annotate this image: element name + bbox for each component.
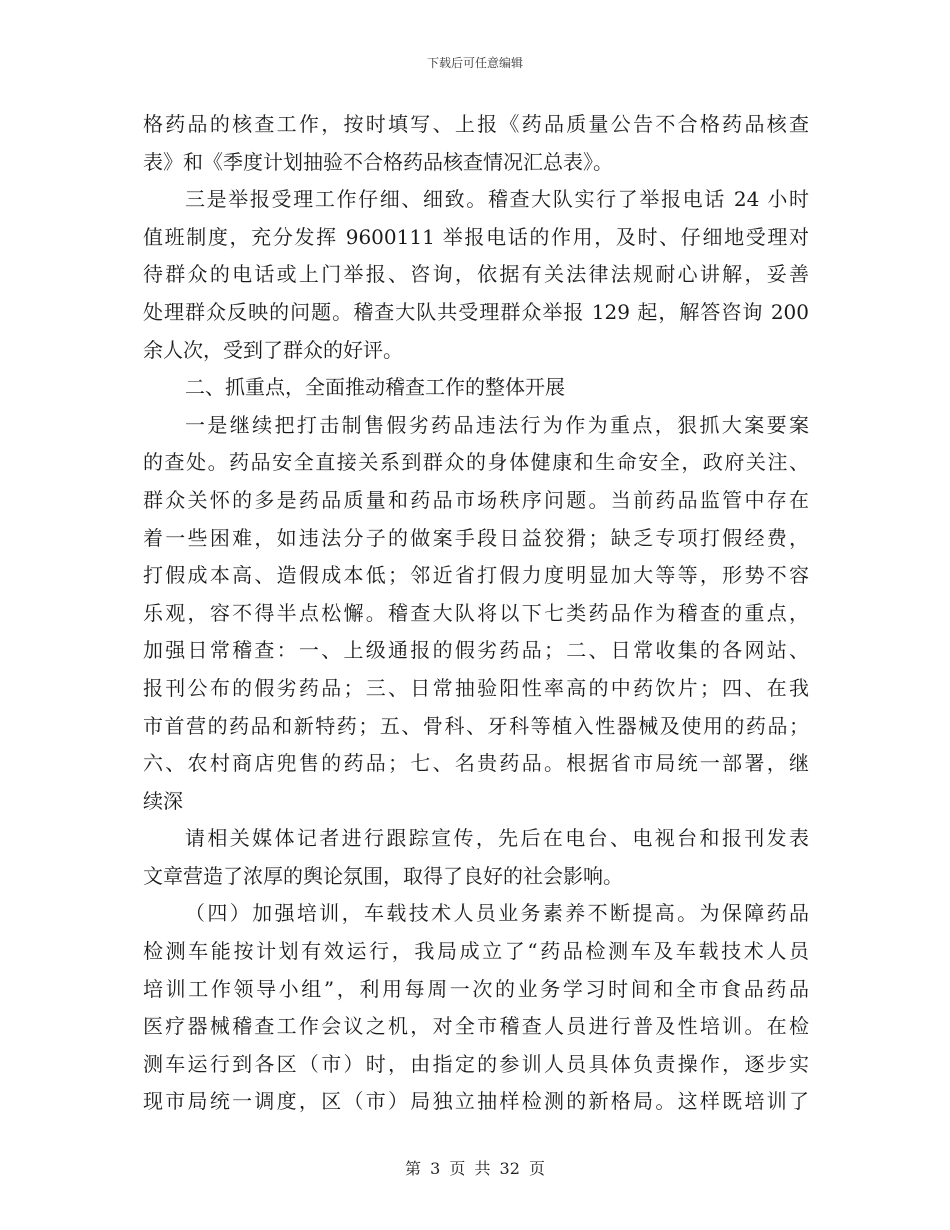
- text-line: 二、抓重点，全面推动稽查工作的整体开展: [185, 375, 565, 400]
- text-line: （四）加强培训，车载技术人员业务素养不断提高。为保障药品: [185, 901, 809, 926]
- document-body: [143, 106, 809, 1121]
- text-line: 处理群众反映的问题。稽查大队共受理群众举报 129 起，解答咨询 200: [143, 299, 809, 324]
- text-line: 表》和《季度计划抽验不合格药品核查情况汇总表》。: [143, 149, 613, 174]
- text-line: 的查处。药品安全直接关系到群众的身体健康和生命安全，政府关注、: [143, 450, 809, 475]
- text-line: 现市局统一调度，区（市）局独立抽样检测的新格局。这样既培训了: [143, 1089, 809, 1114]
- text-line: 市首营的药品和新特药；五、骨科、牙科等植入性器械及使用的药品；: [143, 713, 809, 738]
- text-line: 请相关媒体记者进行跟踪宣传，先后在电台、电视台和报刊发表: [185, 826, 809, 851]
- text-line: 打假成本高、造假成本低；邻近省打假力度明显加大等等，形势不容: [143, 563, 809, 588]
- text-line: 群众关怀的多是药品质量和药品市场秩序问题。当前药品监管中存在: [143, 487, 809, 512]
- text-line: 医疗器械稽查工作会议之机，对全市稽查人员进行普及性培训。在检: [143, 1014, 809, 1039]
- text-line: 报刊公布的假劣药品；三、日常抽验阳性率高的中药饮片；四、在我: [143, 675, 809, 700]
- text-line: 测车运行到各区（市）时，由指定的参训人员具体负责操作，逐步实: [143, 1051, 809, 1076]
- text-line: 格药品的核查工作，按时填写、上报《药品质量公告不合格药品核查: [143, 112, 809, 136]
- page-header-note: 下载后可任意编辑: [426, 56, 523, 70]
- text-line: 培训工作领导小组”，利用每周一次的业务学习时间和全市食品药品: [143, 976, 809, 1001]
- page-number-footer: 第 3 页 共 32 页: [405, 1159, 545, 1178]
- text-line: 六、农村商店兜售的药品；七、名贵药品。根据省市局统一部署，继: [143, 751, 809, 776]
- text-line: 余人次，受到了群众的好评。: [143, 337, 403, 362]
- text-line: 文章营造了浓厚的舆论氛围，取得了良好的社会影响。: [143, 863, 623, 888]
- text-line: 一是继续把打击制售假劣药品违法行为作为重点，狠抓大案要案: [185, 412, 809, 437]
- text-line: 加强日常稽查：一、上级通报的假劣药品；二、日常收集的各网站、: [143, 638, 809, 663]
- text-line: 乐观，容不得半点松懈。稽查大队将以下七类药品作为稽查的重点，: [143, 600, 809, 625]
- text-line: 续深: [143, 788, 183, 813]
- text-line: 值班制度，充分发挥 9600111 举报电话的作用，及时、仔细地受理对: [143, 224, 809, 249]
- text-line: 待群众的电话或上门举报、咨询，依据有关法律法规耐心讲解，妥善: [143, 262, 809, 287]
- text-line: 三是举报受理工作仔细、细致。稽查大队实行了举报电话 24 小时: [185, 187, 809, 212]
- text-line: 着一些困难，如违法分子的做案手段日益狡猾；缺乏专项打假经费，: [143, 525, 809, 550]
- text-line: 检测车能按计划有效运行，我局成立了“药品检测车及车载技术人员: [143, 939, 809, 964]
